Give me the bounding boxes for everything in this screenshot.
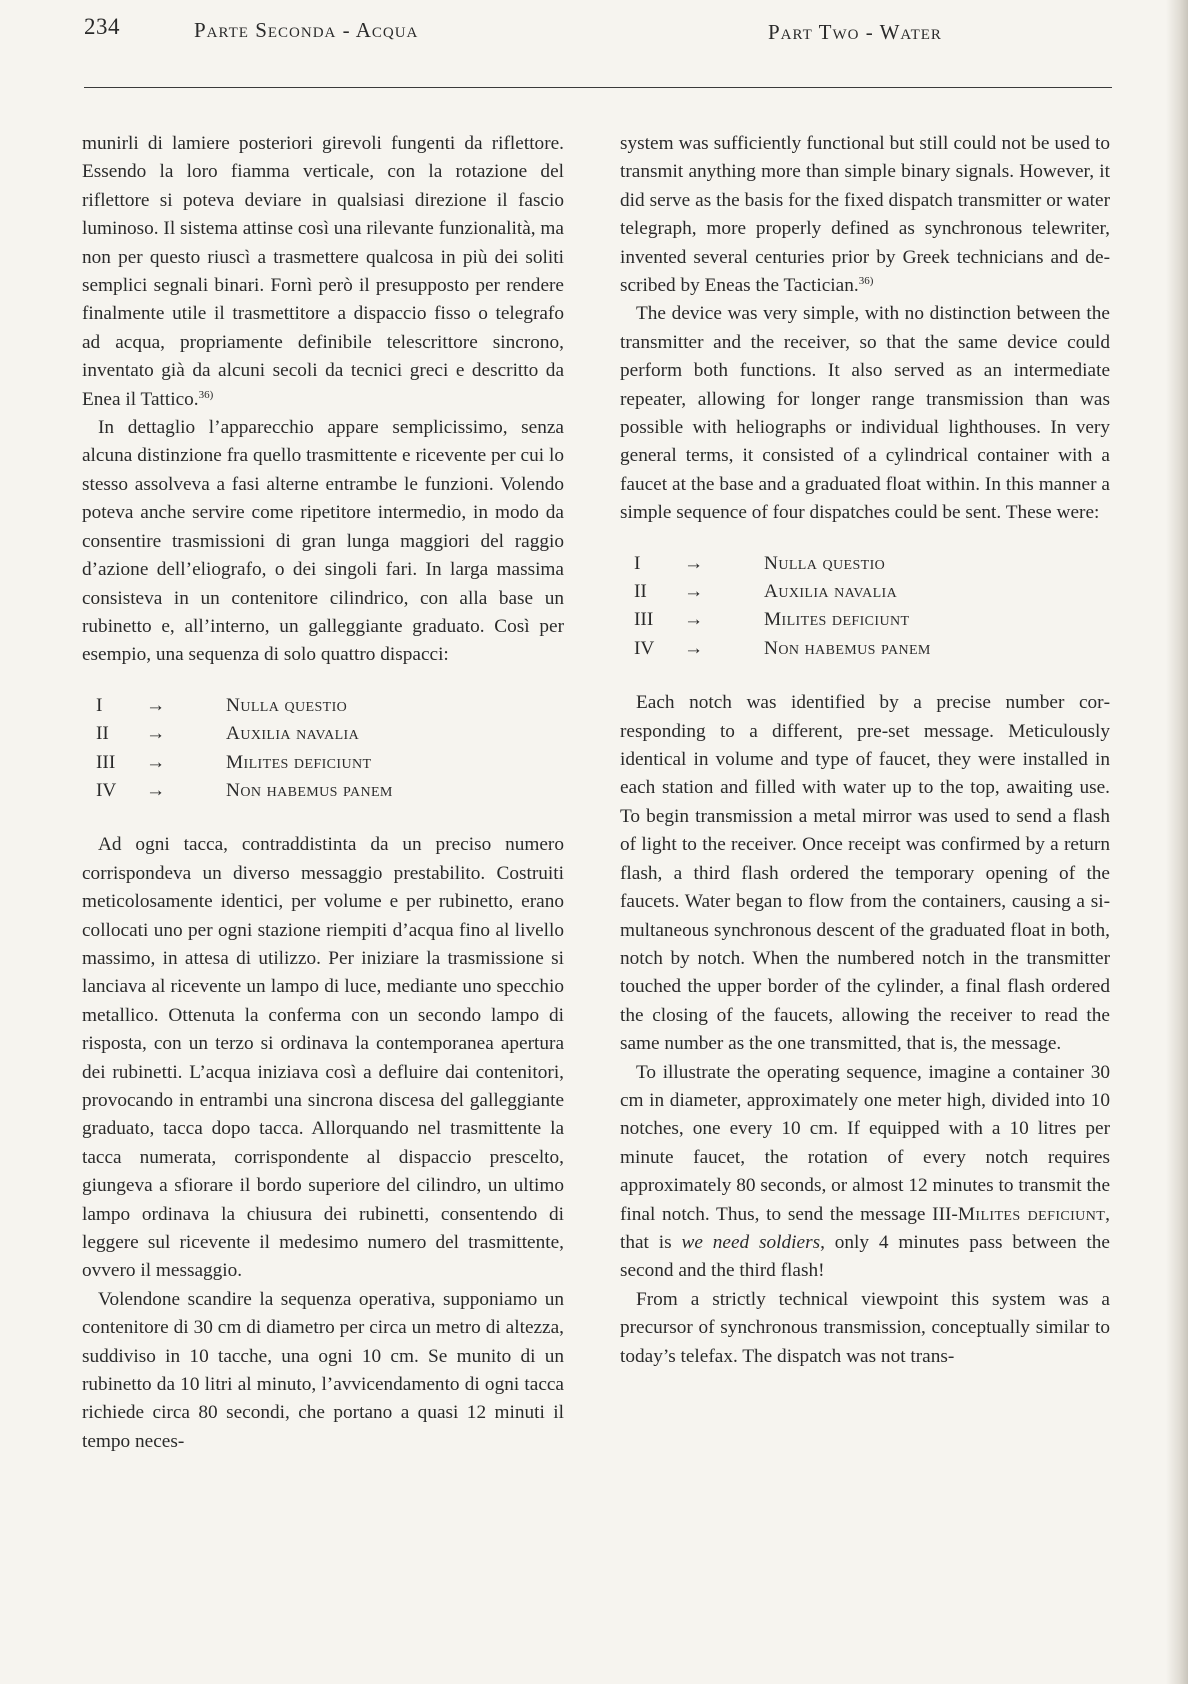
arrow-right-icon: → <box>146 723 166 745</box>
list-item: III → Milites deficiunt <box>82 749 564 777</box>
list-item: III → Milites deficiunt <box>620 606 1110 634</box>
italian-column <box>82 130 564 1456</box>
italian-dispatch-list <box>82 692 564 806</box>
italian-paragraph-1-text: munirli di lamiere posteriori girevoli fungenti da riflettore. Essendo la loro fiamma verticale, con la rotazione del riflettore si poteva deviare in qualsiasi direzione il fascio luminoso. Il sistema attinse così una rilevante funzionalità, ma non per questo riuscì a trasmettere qualcosa in più dei soliti semplici segnali binari. Fornì però il presupposto per rendere finalmente utile il trasmettitore a dispaccio fisso o telegrafo ad acqua, propriamente definibile telescrittore sincrono, inventato già da alcuni secoli da tecnici greci e descritto da Enea il Tattico. <box>82 133 564 410</box>
list-item: I → Nulla questio <box>82 692 564 720</box>
italic-phrase: we need soldiers <box>681 1231 821 1253</box>
footnote-ref: 36) <box>198 388 214 401</box>
arrow-right-icon: → <box>684 637 704 659</box>
italian-paragraph-4: Volendone scandire la sequenza operativa, supponiamo un contenitore di 30 cm di diametro per circa un metro di altezza, suddiviso in 10 tacche, una ogni 10 cm. Se munito di un rubinetto da 10 litri al minuto, l’avvicendamento di ogni tacca richiede circa 80 secondi, che portano a quasi 12 minuti il tempo neces- <box>82 1288 564 1452</box>
english-paragraph-3: Each notch was identified by a precise number corresponding to a different, pre-set message. Meticulously identical in volume and type of faucet, they were installed in each station and filled with water up to the top, awaiting use. To begin transmission a metal mirror was used to send a flash of light to the receiver. Once receipt was confirmed by a return flash, a third flash ordered the temporary opening of the faucets. Water began to flow from the containers, causing a simultaneous synchronous descent of the graduated float in both, notch by notch. When the numbered notch in the transmitter touched the upper border of the cylinder, a final flash ordered the closing of the faucets, allowing the receiver to read the same number as the one transmitted, that is, the message. <box>620 692 1110 1055</box>
list-item: IV → Non habemus panem <box>620 635 1110 663</box>
arrow-right-icon: → <box>146 751 166 773</box>
list-item: IV → Non habemus panem <box>82 777 564 805</box>
english-paragraph-4: To illustrate the operating sequence, imagine a container 30 cm in diameter, approximately one meter high, divided into 10 notches, one every 10 cm. If equipped with a 10 litres per minute faucet, the rotation of every notch requires approximately 80 seconds, or almost 12 minutes to transmit the final notch. Thus, to send the message III-Milites deficiunt, that is we need soldiers, only 4 minutes pass between the second and the third flash! <box>620 1061 1110 1282</box>
italian-paragraph-1 <box>82 130 564 414</box>
small-caps-message: Milites deficiunt <box>957 1203 1106 1225</box>
english-paragraph-2: The device was very simple, with no distinction between the transmitter and the receiver, so that the same device could perform both functions. It also served as an intermediate repeater, allowing for longer range transmission than was possible with heliographs or individual lighthouses. In very general terms, it consisted of a cylindrical container with a faucet at the base and a graduated float within. In this manner a simple sequence of four dispatches could be sent. These were: <box>620 303 1110 524</box>
english-paragraph-5: From a strictly technical viewpoint this system was a precursor of synchronous transmission, conceptually similar to today’s telefax. The dispatch was not trans- <box>620 1288 1110 1367</box>
list-item: I → Nulla questio <box>620 550 1110 578</box>
footnote-ref: 36) <box>858 275 874 288</box>
header-title-english: Part Two - Water <box>768 20 942 44</box>
list-item: II → Auxilia navalia <box>82 720 564 748</box>
header-rule <box>84 87 1112 88</box>
arrow-right-icon: → <box>684 581 704 603</box>
italian-paragraph-3: Ad ogni tacca, contraddistinta da un preciso numero corrispondeva un diverso messaggio prestabilito. Costruiti meticolosamente identici, per volume e per rubinetto, erano collocati uno per ogni stazione riempiti d’acqua fino al livello massimo, in attesa di utilizzo. Per iniziare la trasmissione si lanciava al ricevente un lampo di luce, mediante uno specchio metallico. Ottenuta la conferma con un secondo lampo di risposta, con un terzo si ordinava la contemporanea apertura dei rubinetti. L’acqua iniziava così a defluire dai contenitori, provocando in entrambi una sincrona discesa del galleggiante graduato, tacca dopo tacca. Allorquando nel trasmittente la tacca numerata, corrispondente al dispaccio prescelto, giungeva a sfiorare il bordo superiore del cilindro, un ultimo lampo ordinava la chiusura dei rubinetti, consentendo di leggere sul ricevente il medesimo numero del trasmittente, ovvero il messaggio. <box>82 834 564 1282</box>
arrow-right-icon: → <box>146 694 166 716</box>
english-paragraph-1 <box>620 130 1110 300</box>
italian-paragraph-2: In dettaglio l’apparecchio appare semplicissimo, senza alcuna distinzione fra quello trasmittente e ricevente per cui lo stesso assolveva a fasi alterne entrambe le funzioni. Volendo poteva anche servire come ripetitore intermedio, in modo da consentire trasmissioni di gran lunga maggiori del raggio d’azione dell’eliografo, o dei singoli fari. In larga massima consisteva in un contenitore cilindrico, con alla base un rubinetto e, all’interno, un galleggiante graduato. Così per esempio, una sequenza di solo quattro dispacci: <box>82 417 564 666</box>
english-paragraph-1-text: system was sufficiently functional but still could not be used to transmit anything more than simple binary signals. However, it did serve as the basis for the fixed dispatch transmitter or water telegraph, more properly defined as synchronous telewriter, invented several centuries prior by Greek technicians and described by Eneas the Tactician. <box>620 133 1110 297</box>
arrow-right-icon: → <box>684 609 704 631</box>
english-dispatch-list <box>620 550 1110 664</box>
header-title-italian: Parte Seconda - Acqua <box>194 18 419 42</box>
arrow-right-icon: → <box>684 552 704 574</box>
arrow-right-icon: → <box>146 779 166 801</box>
english-column <box>620 130 1110 1371</box>
list-item: II → Auxilia navalia <box>620 578 1110 606</box>
page-edge-shadow <box>1166 0 1188 1684</box>
page-number: 234 <box>84 14 120 39</box>
running-header <box>0 0 1188 90</box>
